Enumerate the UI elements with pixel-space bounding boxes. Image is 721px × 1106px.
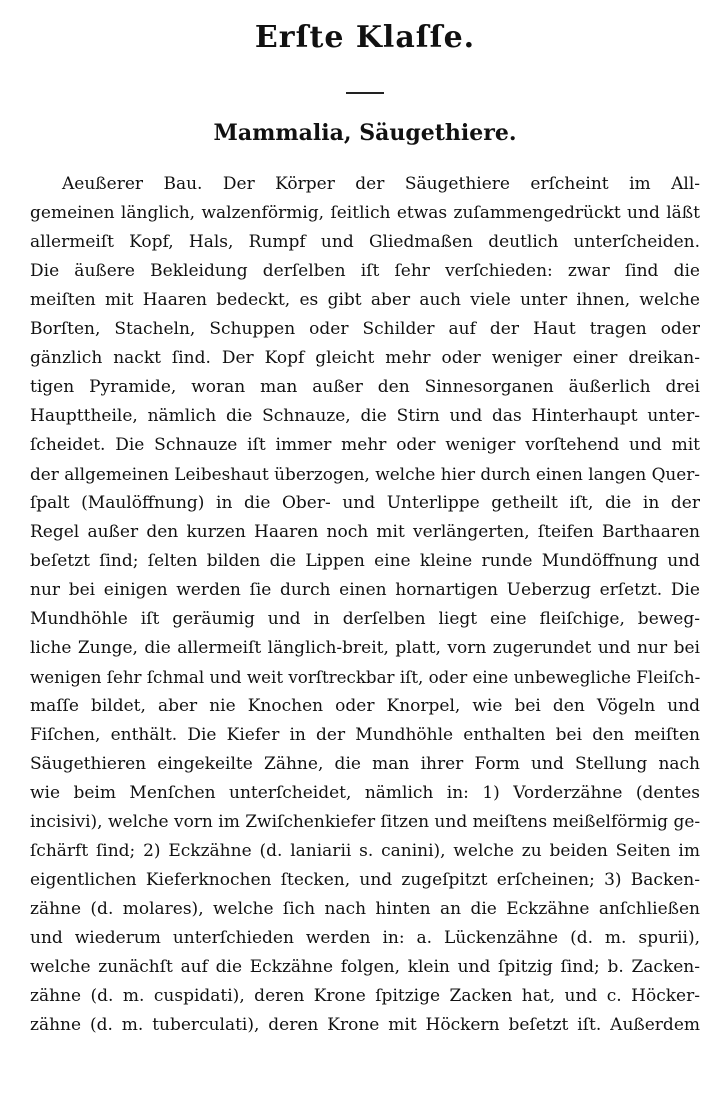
body-paragraph xyxy=(30,170,700,1040)
text-line: Aeußerer Bau. Der Körper der Säugethiere erſcheint im All- xyxy=(62,174,700,194)
text-line: Fiſchen, enthält. Die Kiefer in der Mundhöhle enthalten bei den meiſten xyxy=(30,725,700,745)
section-title: Mammalia, Säugethiere. xyxy=(213,120,517,146)
text-line: ſpalt (Maulöffnung) in die Ober- und Unterlippe getheilt iſt, die in der xyxy=(30,493,700,513)
text-line: und wiederum unterſchieden werden in: a. Lückenzähne (d. m. spurii), xyxy=(30,928,700,948)
text-line: wenigen ſehr ſchmal und weit vorſtreckbar iſt, oder eine unbewegliche Fleiſch- xyxy=(30,668,701,687)
text-line: eigentlichen Kieferknochen ſtecken, und zugeſpitzt erſcheinen; 3) Backen- xyxy=(30,870,700,890)
text-line: zähne (d. molares), welche ſich nach hinten an die Eckzähne anſchließen xyxy=(30,899,700,919)
text-line: Säugethieren eingekeilte Zähne, die man ihrer Form und Stellung nach xyxy=(30,754,700,774)
page-heading: Erſte Klaſſe. xyxy=(254,20,476,55)
text-line: tigen Pyramide, woran man außer den Sinnesorganen äußerlich drei xyxy=(30,377,700,397)
text-line: zähne (d. m. tuberculati), deren Krone mit Höckern beſetzt iſt. Außerdem xyxy=(30,1015,700,1035)
text-line: Borſten, Stacheln, Schuppen oder Schilder auf der Haut tragen oder xyxy=(30,319,700,339)
text-line: Die äußere Bekleidung derſelben iſt ſehr verſchieden: zwar ſind die xyxy=(30,261,700,281)
text-line: ſcheidet. Die Schnauze iſt immer mehr oder weniger vorſtehend und mit xyxy=(30,435,700,455)
text-line: meiſten mit Haaren bedeckt, es gibt aber auch viele unter ihnen, welche xyxy=(30,290,700,310)
text-line: gemeinen länglich, walzenförmig, ſeitlich etwas zuſammengedrückt und läßt xyxy=(30,203,700,223)
text-line: der allgemeinen Leibeshaut überzogen, welche hier durch einen langen Quer- xyxy=(30,464,700,484)
text-line: Haupttheile, nämlich die Schnauze, die Stirn und das Hinterhaupt unter- xyxy=(30,406,700,426)
divider-rule xyxy=(346,92,384,94)
text-line: welche zunächſt auf die Eckzähne folgen, klein und ſpitzig ſind; b. Zacken- xyxy=(30,957,700,977)
text-line: zähne (d. m. cuspidati), deren Krone ſpitzige Zacken hat, und c. Höcker- xyxy=(30,986,700,1006)
text-line: allermeiſt Kopf, Hals, Rumpf und Gliedmaßen deutlich unterſcheiden. xyxy=(30,232,700,252)
text-line: Regel außer den kurzen Haaren noch mit verlängerten, ſteifen Barthaaren xyxy=(30,522,700,542)
text-line: ſchärft ſind; 2) Eckzähne (d. laniarii s. canini), welche zu beiden Seiten im xyxy=(30,841,700,861)
text-line: incisivi), welche vorn im Zwiſchenkiefer ſitzen und meiſtens meißelförmig ge- xyxy=(30,812,701,832)
text-line: Mundhöhle iſt geräumig und in derſelben liegt eine fleiſchige, beweg- xyxy=(30,609,700,629)
text-line: liche Zunge, die allermeiſt länglich-breit, platt, vorn zugerundet und nur bei xyxy=(30,638,700,658)
page xyxy=(30,18,700,1040)
text-line: gänzlich nackt ſind. Der Kopf gleicht mehr oder weniger einer dreikan- xyxy=(30,348,700,368)
text-line: nur bei einigen werden ſie durch einen hornartigen Ueberzug erſetzt. Die xyxy=(30,580,700,600)
text-line: wie beim Menſchen unterſcheidet, nämlich in: 1) Vorderzähne (dentes xyxy=(30,783,700,803)
text-line: beſetzt ſind; ſelten bilden die Lippen eine kleine runde Mundöffnung und xyxy=(30,551,700,571)
text-line: maſſe bildet, aber nie Knochen oder Knorpel, wie bei den Vögeln und xyxy=(30,696,700,716)
